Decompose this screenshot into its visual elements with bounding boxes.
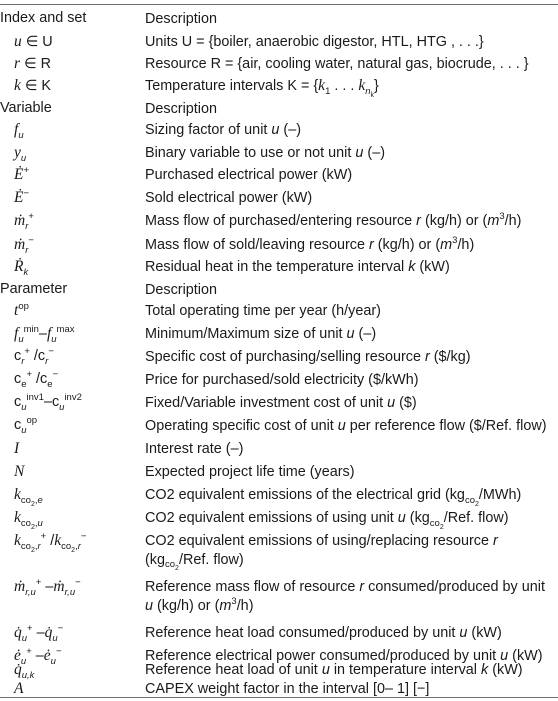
symbol-cell: $k_{co_2,e}$	[14, 486, 43, 508]
symbol-cell: $c_u^{op}$	[14, 415, 38, 436]
description-cell: Fixed/Variable investment cost of unit u ($)	[145, 395, 417, 411]
description-cell: Units U = {boiler, anaerobic digestor, HTL, HTG , . . .}	[145, 34, 484, 50]
symbol-cell: $t^{op}$	[14, 301, 29, 319]
symbol-cell: Ė−	[14, 188, 30, 206]
symbol-cell: ṁ$_r$+	[14, 211, 34, 232]
symbol-cell: Ė+	[14, 165, 30, 183]
description-cell: CAPEX weight factor in the interval [0– 1] [−]	[145, 681, 430, 697]
symbol-cell: $k_{co_2,u}$	[14, 509, 43, 531]
description-cell: Reference electrical power consumed/produced by unit u (kW)	[145, 648, 543, 664]
description-cell: Minimum/Maximum size of unit u (–)	[145, 326, 377, 342]
symbol-cell: $y_u$	[14, 144, 27, 164]
symbol-cell: $f_u^{min}-f_u^{max}$	[14, 324, 75, 345]
symbol-cell: ṁ$_{r,u}$+ –ṁ$_{r,u}$−	[14, 577, 81, 598]
description-cell: Price for purchased/sold electricity ($/kWh)	[145, 372, 419, 388]
description-cell: Mass flow of purchased/entering resource r (kg/h) or $(m^3/h)$	[145, 211, 522, 229]
description-cell: Expected project life time (years)	[145, 464, 355, 480]
symbol-cell: A	[14, 680, 24, 697]
description-cell: Reference heat load consumed/produced by unit u (kW)	[145, 625, 502, 641]
description-cell: CO2 equivalent emissions of using/replacing resource r ($kg_{co_2}$/Ref. flow)	[145, 533, 498, 573]
symbol-cell: $q̇_u^+$ $-q̇_u^-$	[14, 623, 64, 644]
description-cell: Purchased electrical power (kW)	[145, 167, 353, 183]
symbol-cell: $q̇_{u,k}$	[14, 661, 35, 681]
section-header-right: Description	[145, 282, 217, 298]
description-cell: Sizing factor of unit u (–)	[145, 122, 301, 138]
symbol-cell: $c_u^{inv1}-c_u^{inv2}$	[14, 392, 82, 413]
description-cell: Reference heat load of unit u in temperature interval k (kW)	[145, 662, 523, 678]
description-cell: Specific cost of purchasing/selling resource r ($/kg)	[145, 349, 471, 365]
symbol-cell: N	[14, 463, 25, 480]
description-cell: Mass flow of sold/leaving resource r (kg/h) or $(m^3/h)$	[145, 235, 475, 253]
symbol-cell: $ė_u^+$ $-ė_u^-$	[14, 646, 62, 667]
symbol-cell: ṁ$_r$−	[14, 235, 34, 256]
symbol-cell: k ∈ K	[14, 77, 52, 94]
symbol-cell: I	[14, 440, 20, 457]
symbol-cell: u ∈ U	[14, 33, 53, 50]
description-cell: CO2 equivalent emissions of using unit u ($kg_{co_2}$/Ref. flow)	[145, 510, 509, 531]
description-cell: CO2 equivalent emissions of the electrical grid $(kg_{co_2}/MWh)$	[145, 487, 522, 508]
description-cell: Binary variable to use or not unit u (–)	[145, 145, 385, 161]
description-cell: Interest rate (–)	[145, 441, 244, 457]
section-header-left: Variable	[0, 100, 52, 116]
description-cell: Operating specific cost of unit u per reference flow ($/Ref. flow)	[145, 418, 547, 434]
top-rule	[0, 4, 558, 5]
description-cell: Temperature intervals $K = \{k_1$ . . . $k_{n_k}$}	[145, 77, 379, 99]
section-header-left: Index and set	[0, 10, 87, 26]
symbol-cell: Ṙ$_k$	[14, 258, 29, 278]
symbol-cell: $f_u$	[14, 121, 24, 141]
section-header-right: Description	[145, 101, 217, 117]
section-header-right: Description	[145, 11, 217, 27]
symbol-cell: $k_{co_2,r}^+$ $/k_{co_2,r}^-$	[14, 531, 87, 554]
description-cell: Residual heat in the temperature interval k (kW)	[145, 259, 450, 275]
symbol-cell: $c_e^+$ $/c_e^-$	[14, 369, 59, 390]
description-cell: Resource R = {air, cooling water, natural gas, biocrude, . . . }	[145, 56, 529, 72]
section-header-left: Parameter	[0, 281, 68, 297]
description-cell: Total operating time per year (h/year)	[145, 303, 381, 319]
symbol-cell: $c_r^+$ $/c_r^-$	[14, 346, 54, 367]
symbol-cell: r ∈ R	[14, 55, 51, 72]
description-cell: Sold electrical power (kW)	[145, 190, 313, 206]
description-cell: Reference mass flow of resource r consumed/produced by unit u (kg/h) or $(m^3/h)$	[145, 579, 545, 614]
